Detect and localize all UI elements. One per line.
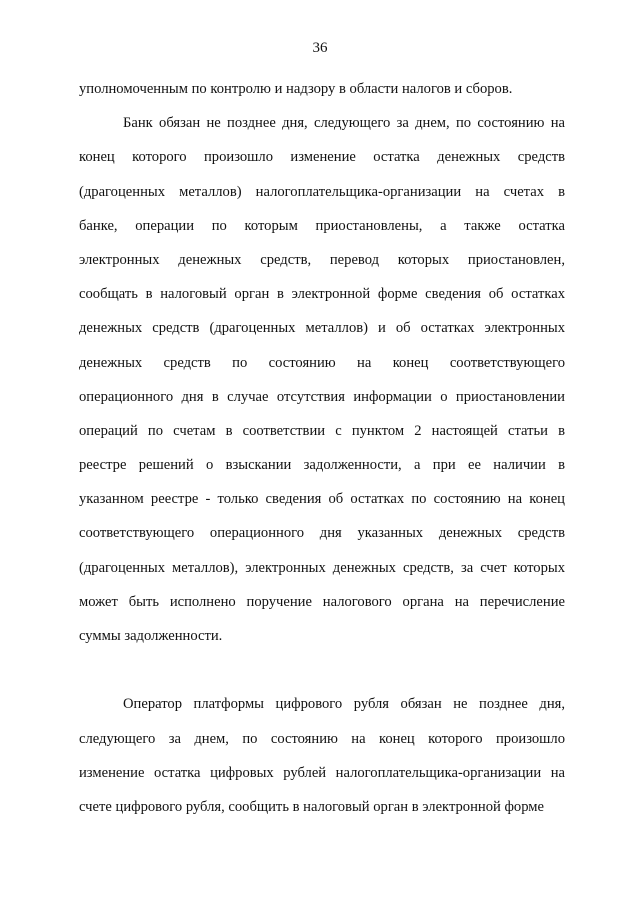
text-line: указанном реестре - только сведения об остатках по состоянию на конец xyxy=(79,491,565,508)
text-line: уполномоченным по контролю и надзору в области налогов и сборов. xyxy=(79,81,513,97)
text-line: изменение остатка цифровых рублей налогоплательщика-организации на xyxy=(79,764,565,781)
text-line: электронных денежных средств, перевод которых приостановлен, xyxy=(79,251,565,268)
text-line: может быть исполнено поручение налогового органа на перечисление xyxy=(79,593,565,610)
text-line: операционного дня в случае отсутствия информации о приостановлении xyxy=(79,388,565,405)
text-line: соответствующего операционного дня указанных денежных средств xyxy=(79,525,565,542)
text-line: (драгоценных металлов) налогоплательщика-организации на счетах в xyxy=(79,183,565,200)
text-line: следующего за днем, по состоянию на конец которого произошло xyxy=(79,730,565,747)
paragraph-2 xyxy=(79,687,565,824)
paragraph-0 xyxy=(79,72,565,106)
page-number: 36 xyxy=(312,40,328,56)
text-line: денежных средств по состоянию на конец соответствующего xyxy=(79,354,565,371)
text-line: суммы задолженности. xyxy=(79,628,223,644)
paragraph-gap xyxy=(79,653,565,687)
text-line: конец которого произошло изменение остатка денежных средств xyxy=(79,149,565,166)
paragraph-1 xyxy=(79,106,565,653)
text-line: денежных средств (драгоценных металлов) и об остатках электронных xyxy=(79,320,565,337)
text-line: реестре решений о взыскании задолженности, а при ее наличии в xyxy=(79,457,565,474)
text-line: банке, операции по которым приостановлены, а также остатка xyxy=(79,217,565,234)
text-line: Оператор платформы цифрового рубля обязан не позднее дня, xyxy=(123,696,565,713)
text-line: операций по счетам в соответствии с пунктом 2 настоящей статьи в xyxy=(79,422,565,439)
text-line: Банк обязан не позднее дня, следующего за днем, по состоянию на xyxy=(123,115,565,132)
text-line: счете цифрового рубля, сообщить в налоговый орган в электронной форме xyxy=(79,798,545,815)
document-body xyxy=(79,72,565,824)
text-line: (драгоценных металлов), электронных денежных средств, за счет которых xyxy=(79,559,565,576)
text-line: сообщать в налоговый орган в электронной форме сведения об остатках xyxy=(79,286,565,303)
